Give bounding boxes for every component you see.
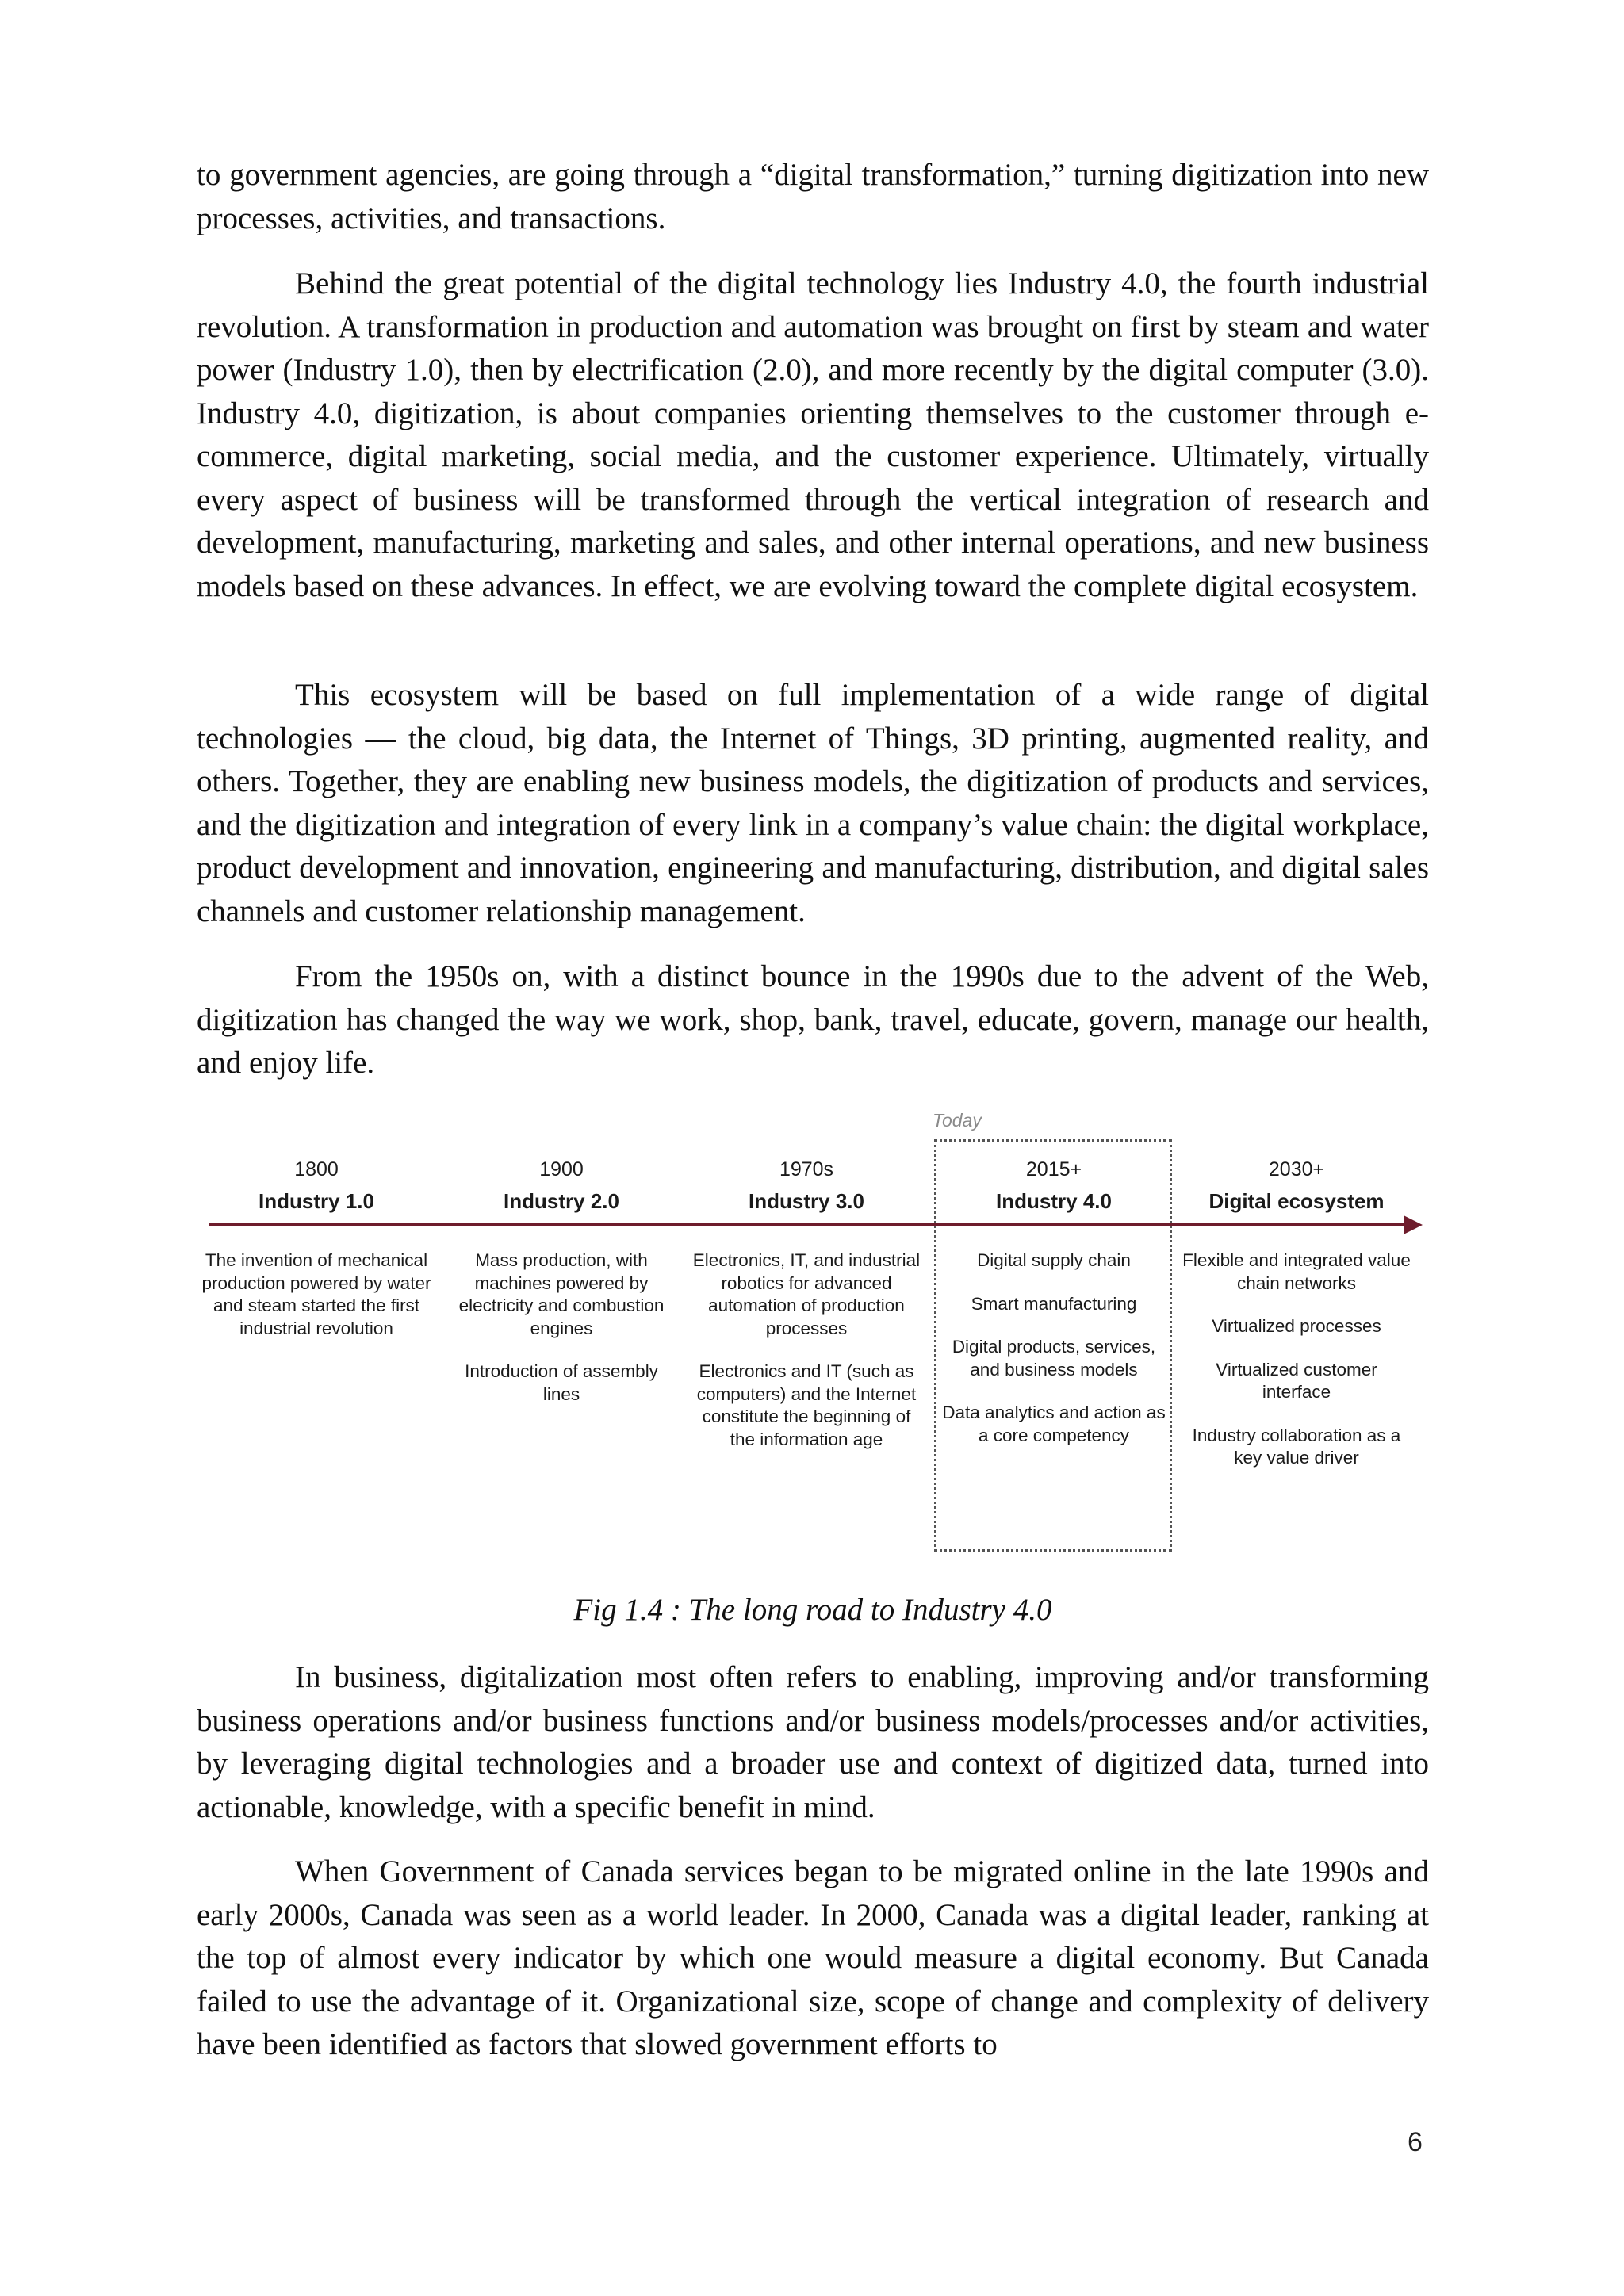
stage-year: 2015+ xyxy=(1025,1158,1082,1181)
stage-description-item: Flexible and integrated value chain networks xyxy=(1182,1250,1411,1293)
stage-description xyxy=(691,1249,921,1471)
stage-industry-1 xyxy=(201,1158,431,1215)
stage-description-item: Industry collaboration as a key value driver xyxy=(1192,1425,1401,1468)
stage-digital-ecosystem xyxy=(1182,1158,1411,1215)
stage-industry-3 xyxy=(691,1158,921,1215)
stage-description xyxy=(939,1249,1169,1468)
stage-description xyxy=(201,1249,431,1360)
page-number: 6 xyxy=(1408,2127,1423,2157)
stage-description-item: Smart manufacturing xyxy=(971,1293,1137,1314)
today-label: Today xyxy=(933,1110,982,1131)
paragraph-digital-transformation: to government agencies, are going through a “digital transformation,” turning digitization into new processes, activities, and transactions. xyxy=(197,158,1429,235)
paragraph-digitalization-business: In business, digitalization most often refers to enabling, improving and/or transforming business operations and/or business functions and/or business models/processes and/or activities, by leveraging digital technologies and a broader use and context of digitized data, turned into actionable, knowledge, with a specific benefit in mind. xyxy=(197,1660,1429,1824)
stage-description-item: Data analytics and action as a core competency xyxy=(942,1402,1166,1445)
stage-name: Digital ecosystem xyxy=(1208,1189,1385,1213)
stage-description-item: Introduction of assembly lines xyxy=(465,1361,658,1404)
stage-name: Industry 2.0 xyxy=(504,1189,619,1213)
stage-industry-2 xyxy=(446,1158,676,1215)
stage-year: 1800 xyxy=(294,1158,339,1181)
timeline-line xyxy=(209,1223,1407,1226)
stage-description-item: Digital products, services, and business models xyxy=(952,1337,1156,1380)
stage-year: 1970s xyxy=(779,1158,834,1181)
paragraph-government-canada: When Government of Canada services began to be migrated online in the late 1990s and early 2000s, Canada was seen as a world leader. In 2000, Canada was a digital leader, ranking at the top of almost every indicator by which one would measure a digital economy. But Canada failed to use the advantage of it. Organizational size, scope of change and complexity of delivery have been identified as factors that slowed government efforts to xyxy=(197,1854,1429,2061)
figure-caption: Fig 1.4 : The long road to Industry 4.0 xyxy=(573,1593,1052,1627)
paragraph-ecosystem: This ecosystem will be based on full implementation of a wide range of digital technologies — the cloud, big data, the Internet of Things, 3D printing, augmented reality, and others. Together, they are enabling new business models, the digitization of products and services, and the digitization and integration of every link in a company’s value chain: the digital workplace, product development and innovation, engineering and manufacturing, distribution, and digital sales channels and customer relationship management. xyxy=(197,678,1429,928)
stage-name: Industry 4.0 xyxy=(996,1189,1112,1213)
stage-description-item: Digital supply chain xyxy=(977,1250,1131,1270)
paragraph-industry-4: Behind the great potential of the digital technology lies Industry 4.0, the fourth industrial revolution. A transformation in production and automation was brought on first by steam and water power (Industry 1.0), then by electrification (2.0), and more recently by the digital computer (3.0). Industry 4.0, digitization, is about companies orienting themselves to the customer through e-commerce, digital marketing, social media, and the customer experience. Ultimately, virtually every aspect of business will be transformed through the vertical integration of research and development, manufacturing, marketing and sales, and other internal operations, and new business models based on these advances. In effect, we are evolving toward the complete digital ecosystem. xyxy=(197,266,1429,603)
stage-description-item: The invention of mechanical production powered by water and steam started the first industrial revolution xyxy=(201,1250,431,1338)
stage-description-item: Virtualized customer interface xyxy=(1216,1359,1377,1402)
stage-description-item: Electronics, IT, and industrial robotics for advanced automation of production processes xyxy=(692,1250,921,1338)
stage-name: Industry 3.0 xyxy=(749,1189,864,1213)
stage-year: 1900 xyxy=(539,1158,584,1181)
industry-timeline-figure xyxy=(201,1110,1426,1562)
stage-year: 2030+ xyxy=(1268,1158,1325,1181)
timeline-arrow-icon xyxy=(1404,1215,1423,1234)
paragraph-1950s: From the 1950s on, with a distinct bounce in the 1990s due to the advent of the Web, digitization has changed the way we work, shop, bank, travel, educate, govern, manage our health, and enjoy life. xyxy=(197,959,1429,1080)
stage-description-item: Virtualized processes xyxy=(1212,1316,1381,1336)
stage-name: Industry 1.0 xyxy=(259,1189,374,1213)
stage-description xyxy=(446,1249,676,1426)
stage-description-item: Electronics and IT (such as computers) and the Internet constitute the beginning of the information age xyxy=(696,1361,917,1449)
stage-industry-4 xyxy=(939,1158,1169,1215)
stage-description xyxy=(1182,1249,1411,1490)
stage-description-item: Mass production, with machines powered by electricity and combustion engines xyxy=(458,1250,665,1338)
